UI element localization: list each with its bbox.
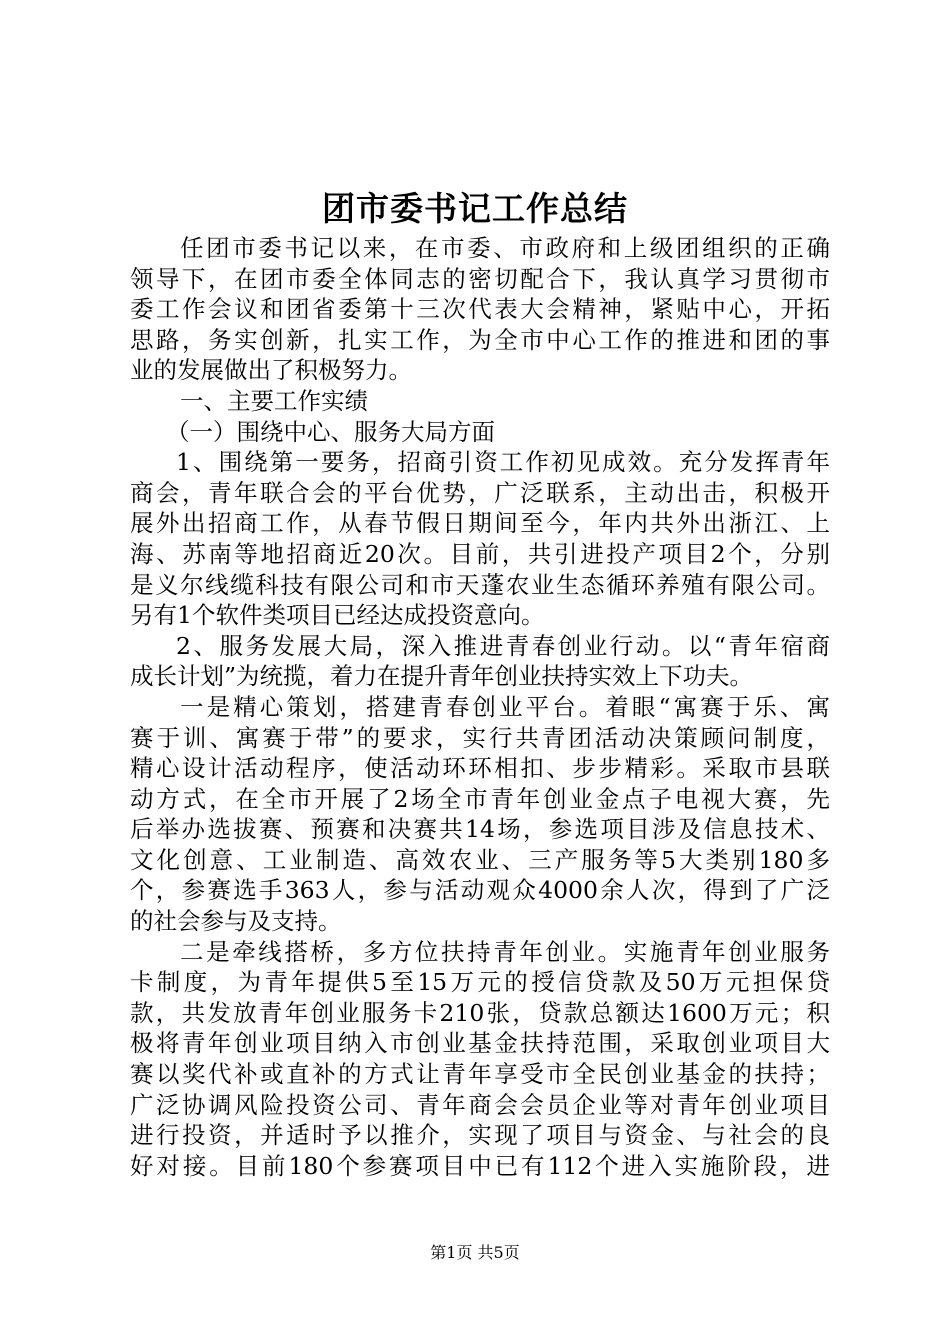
paragraph-line: 思路，务实创新，扎实工作，为全市中心工作的推进和团的事 — [130, 325, 830, 354]
paragraph-line: 动方式，在全市开展了2场全市青年创业金点子电视大赛，先 — [130, 784, 830, 813]
document-body — [130, 233, 830, 1181]
paragraph-line: 文化创意、工业制造、高效农业、三产服务等5大类别180多 — [130, 845, 830, 874]
subsection-heading: （一）围绕中心、服务大局方面 — [166, 417, 495, 446]
paragraph-line: 委工作会议和团省委第十三次代表大会精神，紧贴中心，开拓 — [130, 295, 830, 324]
paragraph-line: 款，共发放青年创业服务卡210张，贷款总额达1600万元；积 — [130, 998, 830, 1027]
paragraph-line: 业的发展做出了积极努力。 — [130, 356, 412, 385]
paragraph-line: 任团市委书记以来，在市委、市政府和上级团组织的正确 — [180, 234, 830, 262]
paragraph-line: 2、服务发展大局，深入推进青春创业行动。以“青年宿商 — [176, 631, 830, 660]
paragraph-line: 1、围绕第一要务，招商引资工作初见成效。充分发挥青年 — [176, 448, 830, 477]
paragraph-line: 一是精心策划，搭建青春创业平台。着眼“寓赛于乐、寓 — [180, 692, 830, 721]
paragraph-line: 的社会参与及支持。 — [130, 907, 342, 936]
paragraph-line: 精心设计活动程序，使活动环环相扣、步步精彩。采取市县联 — [130, 754, 830, 783]
paragraph-line: 赛以奖代补或直补的方式让青年享受市全民创业基金的扶持； — [130, 1060, 830, 1089]
paragraph-line: 展外出招商工作，从春节假日期间至今，年内共外出浙江、上 — [130, 509, 830, 538]
paragraph-line: 海、苏南等地招商近20次。目前，共引进投产项目2个，分别 — [130, 539, 830, 568]
document-title: 团市委书记工作总结 — [322, 189, 628, 228]
paragraph-line: 后举办选拔赛、预赛和决赛共14场，参选项目涉及信息技术、 — [130, 815, 830, 844]
paragraph-line: 进行投资，并适时予以推介，实现了项目与资金、与社会的良 — [130, 1121, 830, 1150]
paragraph-line: 商会，青年联合会的平台优势，广泛联系，主动出击，积极开 — [130, 478, 830, 507]
paragraph-line: 是义尔线缆科技有限公司和市天蓬农业生态循环养殖有限公司。 — [130, 570, 830, 599]
paragraph-line: 极将青年创业项目纳入市创业基金扶持范围，采取创业项目大 — [130, 1029, 830, 1058]
paragraph-line: 卡制度，为青年提供5至15万元的授信贷款及50万元担保贷 — [130, 968, 830, 997]
paragraph-line: 个，参赛选手363人，参与活动观众4000余人次，得到了广泛 — [130, 876, 830, 905]
paragraph-line: 二是牵线搭桥，多方位扶持青年创业。实施青年创业服务 — [180, 937, 830, 966]
paragraph-line: 领导下，在团市委全体同志的密切配合下，我认真学习贯彻市 — [130, 264, 830, 293]
paragraph-line: 好对接。目前180个参赛项目中已有112个进入实施阶段，进 — [130, 1151, 830, 1180]
paragraph-line: 另有1个软件类项目已经达成投资意向。 — [130, 601, 545, 630]
paragraph-line: 成长计划”为统揽，着力在提升青年创业扶持实效上下功夫。 — [130, 662, 754, 691]
paragraph-line: 赛于训、寓赛于带”的要求，实行共青团活动决策顾问制度， — [130, 723, 830, 752]
section-heading: 一、主要工作实绩 — [180, 386, 368, 415]
page-footer: 第1页 共5页 — [430, 1243, 520, 1262]
paragraph-line: 广泛协调风险投资公司、青年商会会员企业等对青年创业项目 — [130, 1090, 830, 1119]
